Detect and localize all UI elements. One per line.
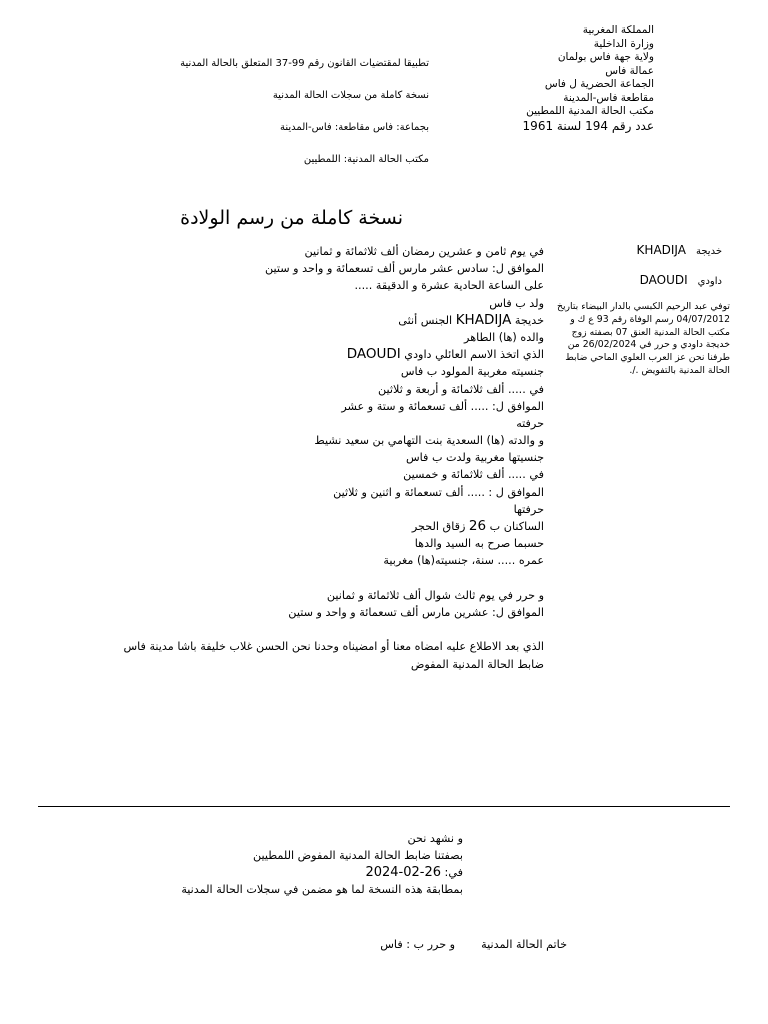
certificate-body	[123, 243, 544, 673]
birth-date-hijri: في يوم ثامن و عشرين رمضان ألف ثلاثمائة و ثمانين	[304, 245, 544, 258]
document-title: نسخة كاملة من رسم الولادة	[180, 207, 403, 229]
header-line-commune: الجماعة الحضرية ل فاس	[544, 78, 654, 90]
civil-status-office: مكتب الحالة المدنية: اللمطيين	[303, 154, 429, 165]
margin-last-name	[637, 271, 722, 301]
certification-date	[181, 864, 463, 881]
last-name-arabic: داودي	[697, 276, 722, 287]
copy-type: نسخة كاملة من سجلات الحالة المدنية	[272, 90, 429, 101]
first-name-latin: KHADIJA	[636, 243, 686, 257]
declarant: حسبما صرح به السيد والدها	[414, 537, 544, 551]
header-line-region: ولاية جهة فاس بولمان	[557, 51, 654, 63]
signing-officer: الذي بعد الاطلاع عليه امضاه معنا أو امضيناه وحدنا نحن الحسن غلاب خليفة باشا مدينة فاس	[123, 640, 544, 654]
family-name-latin: DAOUDI	[346, 346, 401, 363]
father-name: والده (ها) الطاهر	[464, 330, 544, 344]
issued-place: و حرر ب : فاس	[380, 938, 456, 951]
officer-title: ضابط الحالة المدنية المفوض	[410, 657, 544, 671]
father-nationality: جنسيته مغربية المولود ب فاس	[400, 365, 544, 379]
declarant-age: عمره ..... سنة، جنسيته(ها) مغربية	[383, 554, 544, 568]
date-value: 2024-02-26	[365, 865, 441, 880]
annotation-line: خديجة داودي و حرر في 26/02/2024 من	[567, 339, 730, 351]
child-name-arabic: خديجة	[511, 313, 544, 327]
annotation-line: توفي عبد الرحيم الكبسي بالدار البيضاء بتاريخ	[556, 301, 730, 312]
residence-street: زقاق الحجر	[411, 520, 469, 533]
header-line-prefecture: عمالة فاس	[605, 64, 654, 77]
mother-birth-gregorian: الموافق ل : ..... ألف تسعمائة و اثنين و ثلاثين	[333, 485, 544, 499]
certifying-officer: بصفتنا ضابط الحالة المدنية المفوض اللمطيين	[252, 849, 463, 862]
header-line-ministry: وزارة الداخلية	[593, 37, 654, 50]
birth-date-gregorian: الموافق ل: سادس عشر مارس ألف تسعمائة و واحد و ستين	[264, 262, 544, 276]
spacer	[123, 621, 544, 638]
conformity-statement: بمطابقة هذه النسخة لما هو مضمن في سجلات الحالة المدنية	[181, 883, 463, 896]
certification-block	[181, 830, 463, 898]
certify-line: و نشهد نحن	[407, 832, 463, 845]
mother-nationality: جنسيتها مغربية ولدت ب فاس	[405, 451, 544, 465]
issuing-authority-header	[523, 24, 654, 133]
mother-name: و والدته (ها) السعدية بنت التهامي بن سعيد نشيط	[314, 434, 544, 448]
birth-place: ولد ب فاس	[489, 296, 544, 310]
commune-district: بجماعة: فاس مقاطعة: فاس-المدينة	[280, 122, 429, 133]
mother-birth-hijri: في ..... ألف ثلاثمائة و خمسين	[403, 468, 544, 482]
annotation-line: الحالة المدنية بالتفويض ./.	[629, 364, 730, 376]
father-birth-gregorian: الموافق ل: ..... ألف تسعمائة و ستة و عشر	[341, 399, 544, 413]
first-name-arabic: خديجة	[695, 246, 722, 257]
child-gender: الجنس أنثى	[398, 313, 456, 327]
date-prefix: في:	[441, 866, 463, 879]
family-name-arabic: الذي اتخذ الاسم العائلي داودي	[400, 348, 544, 362]
margin-name-block	[637, 241, 722, 301]
family-name	[123, 346, 544, 363]
header-line-record-number: عدد رقم 194 لسنة 1961	[522, 118, 654, 133]
header-line-kingdom: المملكة المغربية	[582, 24, 654, 36]
father-profession: حرفته	[516, 416, 544, 430]
legal-reference-header	[180, 59, 429, 187]
last-name-latin: DAOUDI	[639, 273, 688, 287]
annotation-line: 04/07/2012 رسم الوفاة رقم 93 ع ك و	[570, 313, 730, 325]
spacer	[123, 570, 544, 587]
header-line-office: مكتب الحالة المدنية اللمطيين	[526, 105, 654, 117]
stamp-line	[380, 938, 567, 952]
residence-number: 26	[468, 518, 487, 534]
annotation-line: مكتب الحالة المدنية العنق 07 بصفته زوج	[571, 326, 730, 338]
separator-line	[38, 806, 730, 807]
law-reference: تطبيقا لمقتضيات القانون رقم 99-37 المتعلق بالحالة المدنية	[180, 58, 429, 69]
residence	[123, 518, 544, 535]
drafted-date-gregorian: الموافق ل: عشرين مارس ألف تسعمائة و واحد و ستين	[288, 605, 544, 619]
residence-prefix: الساكنان ب	[486, 520, 544, 533]
drafted-date-hijri: و حرر في يوم ثالث شوال ألف ثلاثمائة و ثمانين	[326, 588, 544, 602]
marginal-annotation	[557, 301, 730, 378]
mother-profession: حرفتها	[513, 502, 544, 516]
father-birth-hijri: في ..... ألف ثلاثمائة و أربعة و ثلاثين	[378, 382, 544, 396]
child-name-gender	[123, 312, 544, 329]
child-name-latin: KHADIJA	[455, 311, 512, 328]
annotation-line: طرفنا نحن عز العرب العلوي الماحي ضابط	[565, 352, 730, 364]
margin-first-name	[637, 241, 722, 271]
header-line-district: مقاطعة فاس-المدينة	[563, 91, 654, 104]
stamp-label: خاتم الحالة المدنية	[481, 938, 567, 951]
birth-time: على الساعة الحادية عشرة و الدقيقة .....	[354, 279, 544, 293]
